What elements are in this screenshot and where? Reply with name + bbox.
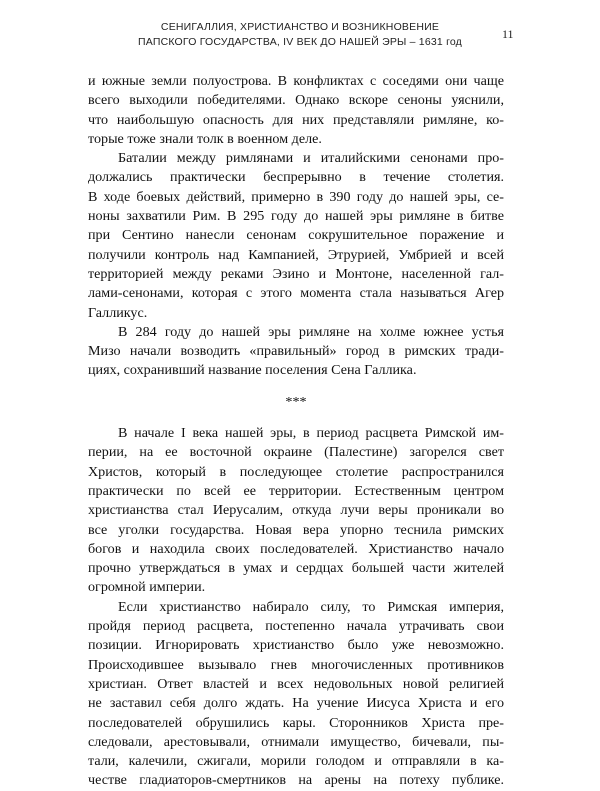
text-line: огромной империи.	[88, 579, 206, 596]
running-header	[130, 20, 470, 50]
body-text	[88, 72, 504, 791]
text-line: тали, калечили, сжигали, морили голодом и отправляли в ка-	[88, 753, 504, 770]
text-line: и южные земли полуострова. В конфликтах с соседями они чаще	[88, 73, 504, 89]
header-line-2: ПАПСКОГО ГОСУДАРСТВА, IV ВЕК ДО НАШЕЙ ЭРЫ – 1631 год	[137, 36, 463, 48]
text-line: все уголки государства. Новая вера упорно теснила римских	[88, 521, 504, 538]
text-line: циях, сохранивший название поселения Сена Галлика.	[88, 362, 417, 379]
text-line: перии, на ее восточной окраине (Палестине) загорелся свет	[88, 444, 504, 461]
text-line: прочно утверждаться в умах и сердцах большей части жителей	[88, 560, 504, 577]
header-line-1: СЕНИГАЛЛИЯ, ХРИСТИАНСТВО И ВОЗНИКНОВЕНИЕ	[160, 21, 440, 33]
text-line: христиан. Ответ властей и всех недовольных новой религией	[88, 675, 504, 692]
text-line: следовали, арестовывали, отнимали имущество, бичевали, пы-	[88, 733, 504, 750]
text-line: позиции. Игнорировать христианство было уже невозможно.	[88, 637, 504, 654]
text-line: ноны захватили Рим. В 295 году до нашей эры римляне в битве	[88, 208, 504, 225]
text-line: Мизо начали возводить «правильный» город в римских тради-	[88, 343, 504, 360]
text-line: последователей обрушились кары. Сторонников Христа пре-	[88, 714, 504, 731]
section-separator: ***	[285, 393, 307, 410]
text-line: В ходе боевых действий, примерно в 390 году до нашей эры, се-	[88, 188, 504, 205]
text-line: В 284 году до нашей эры римляне на холме южнее устья	[118, 323, 504, 340]
text-line: торые тоже знали толк в военном деле.	[88, 130, 322, 147]
text-line: Происходившее вызывало гнев многочисленных противников	[88, 656, 504, 673]
text-line: территорией между реками Эзино и Монтоне, населенной гал-	[88, 265, 504, 282]
text-line: богов и находила своих последователей. Христианство начало	[88, 540, 504, 557]
text-line: Галликус.	[88, 304, 148, 321]
text-line: пройдя период расцвета, постепенно начала утрачивать свои	[88, 618, 504, 635]
text-line: практически по всей ее территории. Естественным центром	[88, 482, 504, 499]
text-line: не заставил себя долго ждать. На учение Иисуса Христа и его	[88, 695, 504, 712]
text-line: В начале I века нашей эры, в период расцвета Римской им-	[118, 425, 504, 442]
text-line: Баталии между римлянами и италийскими сенонами про-	[118, 150, 504, 167]
text-line: Христов, который в последующее столетие распространился	[88, 463, 504, 480]
text-line: Если христианство набирало силу, то Римская империя,	[118, 598, 504, 615]
text-line: христианства стал Иерусалим, откуда лучи веры проникали во	[88, 502, 504, 519]
page-number: 11	[502, 27, 514, 41]
text-line: получили контроль над Кампанией, Этрурией, Умбрией и всей	[88, 246, 504, 263]
text-line: всего выходили победителями. Однако вскоре сеноны уяснили,	[88, 92, 504, 109]
text-line: при Сентино нанесли сенонам сокрушительное поражение и	[88, 227, 504, 244]
text-line: что наибольшую опасность для них представляли римляне, ко-	[88, 111, 504, 128]
text-line: должались практически беспрерывно в течение столетия.	[88, 169, 504, 186]
text-line: честве гладиаторов-смертников на арены на потеху публике.	[88, 772, 504, 789]
text-line: лами-сенонами, которая с этого момента стала называться Агер	[88, 285, 504, 302]
